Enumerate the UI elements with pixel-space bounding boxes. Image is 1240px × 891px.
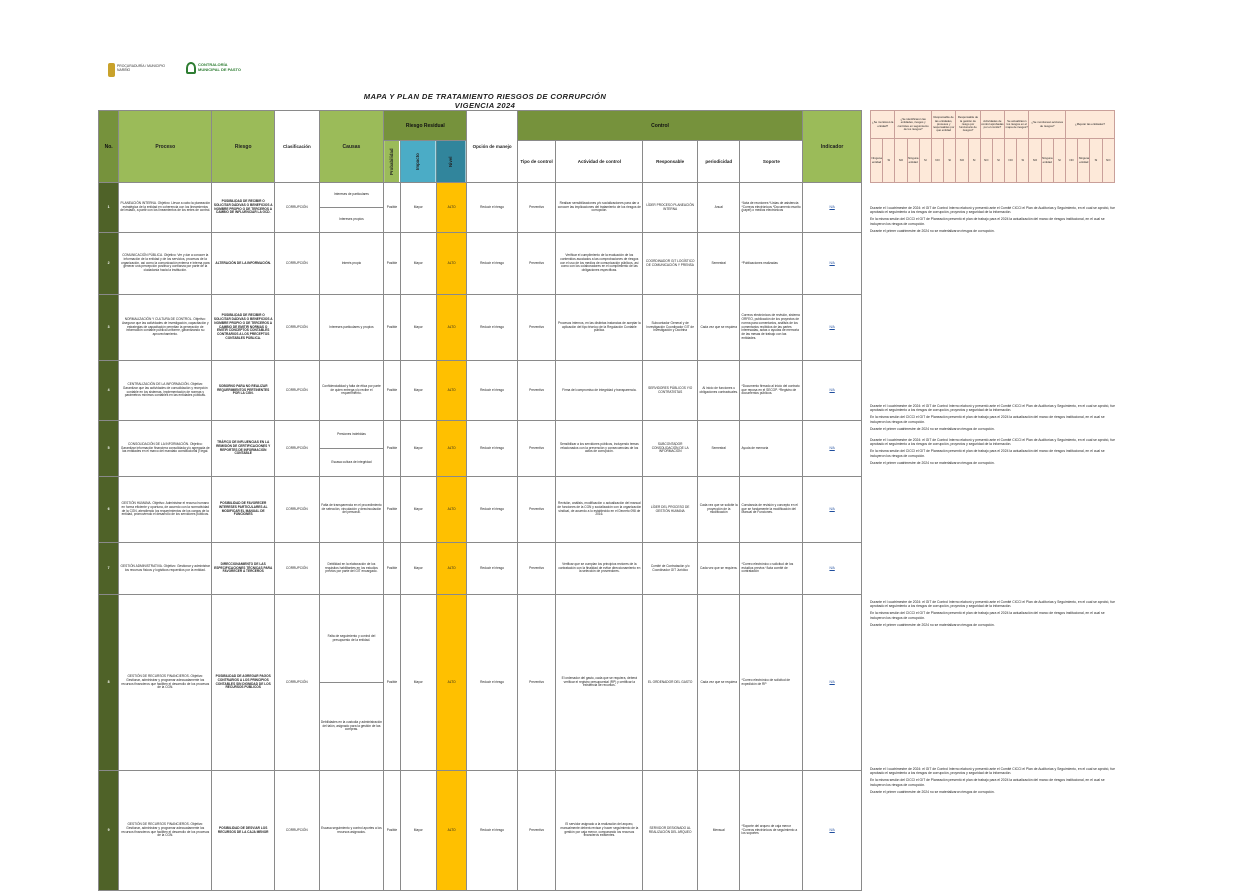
- risk-cell: POSIBILIDAD DE DESVIAR LOS RECURSOS DE LA CAJA MENOR: [212, 771, 275, 891]
- header-control: Control: [517, 111, 802, 141]
- monitor-sub-header: NO: [895, 139, 907, 183]
- government-emblem-icon: [108, 63, 115, 77]
- risk-cell: POSIBILIDAD DE RECIBIR O SOLICITAR DÁDIVAS O BENEFICIOS A NOMBRE PROPIO O DE TERCEROS A CAMBIO DE INFLUENCIAR LA GCD.: [212, 183, 275, 233]
- impact-cell: Mayor: [400, 361, 436, 421]
- risk-cell: POSIBILIDAD DE FAVORECER INTERESES PARTICULARES AL MODIFICAR EL MANUAL DE FUNCIONES: [212, 477, 275, 543]
- periodicity-cell: Cada vez que se solicite la proyección de la modificación: [697, 477, 740, 543]
- row-number: 9: [99, 771, 119, 891]
- table-row: [99, 183, 862, 208]
- header-responsable: Responsable: [643, 141, 698, 183]
- indicator-link[interactable]: N/A: [803, 595, 862, 771]
- monitoring-note-text: el GIT de Control Interno elaboró y presentó ante el Comité CICCI el Plan de Auditorías y Seguimiento, en el cual se aprobó, fue aprobado el seguimiento a los riesgos de corrupción, proyectos y seguridad de la información.: [870, 600, 1115, 609]
- support-cell: Correos electrónicos de revisión, sistema ORFEO, publicación de los proyectos de norma para comentarios, análisis de los comentarios recibidos de las partes interesadas, actas o ayudas de memoria de las mesas de trabajo con las entidades.: [740, 295, 803, 361]
- monitoring-note: [870, 427, 1115, 431]
- risk-cell: TRÁFICO DE INFLUENCIAS EN LA REMISIÓN DE CERTIFICACIONES Y REPORTES DE INFORMACIÓN CONTABLE: [212, 421, 275, 477]
- monitor-q1: ¿Se monitoreó la entidad?: [871, 111, 895, 139]
- row-number: 5: [99, 421, 119, 477]
- monitor-sub-header: NO: [980, 139, 992, 183]
- monitoring-note: [870, 415, 1115, 424]
- impact-cell: Mayor: [400, 771, 436, 891]
- probability-cell: Posible: [384, 233, 400, 295]
- table-row: [99, 233, 862, 295]
- risk-cell: POSIBILIDAD DE RECIBIR O SOLICITAR DÁDIVAS O BENEFICIOS A NOMBRE PROPIO O DE TERCEROS A CAMBIO DE EMITIR NORMAS O EMITIR CONCEPTOS CONTABLES CONTRARIOS A LOS PRECEPTOS CONTABLES PÚBLICA.: [212, 295, 275, 361]
- responsible-cell: SERVIDOR DESIGNADO AL REALIZACIÓN DEL ARQUEO: [643, 771, 698, 891]
- responsible-cell: LÍDER DEL PROCESO DE GESTIÓN HUMANA: [643, 477, 698, 543]
- monitor-sub-header: Ninguna entidad: [871, 139, 883, 183]
- support-cell: *Acta de reuniones *Listas de asistencia *Correos electrónicos *Documento escrito (papel) o medios electrónicos: [740, 183, 803, 233]
- monitoring-note: [870, 790, 1115, 794]
- monitoring-note: [870, 217, 1115, 226]
- impact-cell: Mayor: [400, 421, 436, 477]
- management-option-cell: Reducir el riesgo: [467, 183, 518, 233]
- level-cell: ALTO: [436, 421, 466, 477]
- government-logo-text: PROCURADURÍA / MUNICIPIO: [117, 64, 166, 68]
- classification-cell: CORRUPCIÓN: [275, 295, 320, 361]
- process-cell: GESTIÓN DE RECURSOS FINANCIEROS. Objetivo: Gestionar, administrar y programar adecuadamente los recursos financieros que faciliten el desarrollo de los procesos de la CGN.: [119, 771, 212, 891]
- indicator-link[interactable]: N/A: [803, 421, 862, 477]
- probability-cell: Posible: [384, 595, 400, 771]
- cause-cell: Debilidad en la elaboración de los requisitos habilitantes en los estudios previos por parte del GIT encargado.: [319, 543, 384, 595]
- monitoring-notes-row4: [870, 404, 1115, 434]
- support-cell: *Documento firmado al inicio del contrato que reposa en el SECOP. *Registro de documentos públicos.: [740, 361, 803, 421]
- monitor-sub-header: NO: [1066, 139, 1078, 183]
- impact-cell: Mayor: [400, 543, 436, 595]
- title-line-1: MAPA Y PLAN DE TRATAMIENTO RIESGOS DE CORRUPCIÓN: [363, 92, 607, 101]
- impact-cell: Mayor: [400, 477, 436, 543]
- probability-cell: Posible: [384, 543, 400, 595]
- periodicity-cell: Cada vez que se requiera: [697, 295, 740, 361]
- monitor-sub-header: SI: [1090, 139, 1102, 183]
- monitor-sub-header: SI: [968, 139, 980, 183]
- cause-cell: Intereses particulares y propios: [319, 295, 384, 361]
- probability-cell: Posible: [384, 771, 400, 891]
- monitoring-note-text: Durante el primer cuatrimestre de 2024 no se materializaron riesgos de corrupción.: [870, 460, 995, 465]
- monitor-sub-header: SI: [1017, 139, 1029, 183]
- monitoring-note-text: En la misma sesión del CICCI el GIT de Planeación presentó el plan de trabajo para el 2024 la actualización del marco de riesgos institucional, en el cual se incluyeron los riesgos de corrupción.: [870, 217, 1105, 226]
- government-logo: [108, 62, 166, 80]
- process-cell: GESTIÓN ADMINISTRATIVA. Objetivo: Gestionar y administrar los recursos físicos y logísticos requeridos por la entidad.: [119, 543, 212, 595]
- monitor-q8: ¿Mejorar las entidades?: [1066, 111, 1115, 139]
- monitoring-note: [870, 600, 1115, 609]
- classification-cell: CORRUPCIÓN: [275, 183, 320, 233]
- row-number: 8: [99, 595, 119, 771]
- monitoring-note-text: Durante el primer cuatrimestre de 2024 no se materializaron riesgos de corrupción.: [870, 622, 995, 627]
- monitoring-note-text: En la misma sesión del CICCI el GIT de Planeación presentó el plan de trabajo para el 2024 la actualización del marco de riesgos institucional, en el cual se incluyeron los riesgos de corrupción.: [870, 611, 1105, 620]
- responsible-cell: LÍDER PROCESO PLANEACIÓN INTERNA: [643, 183, 698, 233]
- responsible-cell: EL ORDENADOR DEL GASTO: [643, 595, 698, 771]
- monitoring-table: [870, 110, 1115, 183]
- monitor-sub-header: NO: [1029, 139, 1041, 183]
- monitoring-notes-row1: [870, 206, 1115, 236]
- classification-cell: CORRUPCIÓN: [275, 233, 320, 295]
- monitor-sub-header: NO: [1005, 139, 1017, 183]
- periodicity-cell: Mensual: [697, 771, 740, 891]
- cause-cell: Interés propio: [319, 233, 384, 295]
- table-row: [99, 771, 862, 891]
- header-proceso: Proceso: [119, 111, 212, 183]
- level-cell: ALTO: [436, 233, 466, 295]
- monitor-sub-header: SI: [883, 139, 895, 183]
- indicator-link[interactable]: N/A: [803, 361, 862, 421]
- indicator-link[interactable]: N/A: [803, 771, 862, 891]
- header-no: No.: [99, 111, 119, 183]
- header-clasificacion: Clasificación: [275, 111, 320, 183]
- control-type-cell: Preventivo: [517, 233, 555, 295]
- impact-cell: Mayor: [400, 595, 436, 771]
- monitoring-notes-row5: [870, 438, 1115, 468]
- row-number: 6: [99, 477, 119, 543]
- support-cell: *Publicaciones realizadas: [740, 233, 803, 295]
- management-option-cell: Reducir el riesgo: [467, 361, 518, 421]
- monitor-sub-header: SI: [992, 139, 1004, 183]
- header-actividad: Actividad de control: [556, 141, 643, 183]
- control-type-cell: Preventivo: [517, 361, 555, 421]
- contraloria-logo-subtext: MUNICIPAL DE PASTO: [198, 66, 242, 72]
- control-activity-cell: Realizar sensibilizaciones y/o socializaciones para dar a conocer las implicaciones del tratamiento de los riesgos de corrupción.: [556, 183, 643, 233]
- monitor-sub-header: Ninguna entidad: [1041, 139, 1053, 183]
- control-type-cell: Preventivo: [517, 595, 555, 771]
- periodicity-cell: Semestral: [697, 233, 740, 295]
- level-cell: ALTO: [436, 361, 466, 421]
- header-periodicidad: periodicidad: [697, 141, 740, 183]
- management-option-cell: Reducir el riesgo: [467, 233, 518, 295]
- risk-cell: DIRECCIONAMIENTO DE LAS ESPECIFICACIONES TÉCNICAS PARA FAVORECER A TERCEROS: [212, 543, 275, 595]
- risk-cell: SOBORNO PARA NO REALIZAR REQUERIMIENTOS PERTINENTES POR LA CGN.: [212, 361, 275, 421]
- header-opcion: Opción de manejo: [467, 111, 518, 183]
- cause-cell: Debilidades en la custodia y administración del talón, asignado para la gestión de las compras.: [319, 683, 384, 771]
- monitor-q2: ¿Se identificaron las entidades, riesgos y controles en seguimiento de los riesgos?: [895, 111, 932, 139]
- government-logo-subtext: NARIÑO: [117, 68, 131, 72]
- monitoring-note-label: Durante el I cuatrimestre de 2024:: [870, 438, 922, 442]
- monitoring-note: [870, 778, 1115, 787]
- management-option-cell: Reducir el riesgo: [467, 421, 518, 477]
- periodicity-cell: Cada vez que se requiera.: [697, 543, 740, 595]
- monitoring-note-text: el GIT de Control Interno elaboró y presentó ante el Comité CICCI el Plan de Auditorías y Seguimiento, en el cual se aprobó, fue aprobado el seguimiento a los riesgos de corrupción, proyectos y seguridad de la información.: [870, 767, 1115, 776]
- header-tipo: Tipo de control: [517, 141, 555, 183]
- monitoring-note-label: Durante el I cuatrimestre de 2024:: [870, 404, 922, 408]
- control-type-cell: Preventivo: [517, 183, 555, 233]
- row-number: 1: [99, 183, 119, 233]
- table-row: [99, 361, 862, 421]
- responsible-cell: SUBCONTADOR CONSOLIDACIÓN DE LA INFORMACIÓN: [643, 421, 698, 477]
- header-probabilidad: Probabilidad: [384, 141, 400, 183]
- monitoring-note: [870, 767, 1115, 776]
- monitor-q7: ¿Se monitorean acciones de riesgos?: [1029, 111, 1066, 139]
- cause-cell: Escasa cultura de integridad: [319, 449, 384, 477]
- monitoring-note: [870, 438, 1115, 447]
- header-soporte: Soporte: [740, 141, 803, 183]
- monitoring-note-label: Durante el I cuatrimestre de 2024:: [870, 767, 922, 771]
- monitor-sub-header: NO: [1102, 139, 1114, 183]
- control-activity-cell: Verificar que se cumplan los principios rectores de la contratación con la finalidad de evitar direccionamiento en la selección de proveedores.: [556, 543, 643, 595]
- header-causas: Causas: [319, 111, 384, 183]
- control-type-cell: Preventivo: [517, 477, 555, 543]
- process-cell: CENTRALIZACIÓN DE LA INFORMACIÓN. Objetivo: Garantizar que las actividades de consolidación y recepción contable en los sistemas, implementación de normas y parámetros mínimos contables en las entidades públicas.: [119, 361, 212, 421]
- monitoring-note-text: Durante el primer cuatrimestre de 2024 no se materializaron riesgos de corrupción.: [870, 789, 995, 794]
- cause-cell: Intereses propios: [319, 208, 384, 233]
- monitoring-notes-row8: [870, 600, 1115, 630]
- row-number: 3: [99, 295, 119, 361]
- process-cell: COMUNICACIÓN PÚBLICA. Objetivo: Ver y dar a conocer la información de la entidad y de los servicios, procesos de la organización, así como la comunicación externa e interna para generar una percepción positiva y confianza por parte de la ciudadanía hacia la institución.: [119, 233, 212, 295]
- periodicity-cell: Cada vez que se requiera: [697, 595, 740, 771]
- indicator-link[interactable]: N/A: [803, 183, 862, 233]
- monitoring-note-text: En la misma sesión del CICCI el GIT de Planeación presentó el plan de trabajo para el 2024 la actualización del marco de riesgos institucional, en el cual se incluyeron los riesgos de corrupción.: [870, 778, 1105, 787]
- monitoring-note: [870, 611, 1115, 620]
- level-cell: ALTO: [436, 543, 466, 595]
- monitoring-note-text: En la misma sesión del CICCI el GIT de Planeación presentó el plan de trabajo para el 2024 la actualización del marco de riesgos institucional, en el cual se incluyeron los riesgos de corrupción.: [870, 415, 1105, 424]
- classification-cell: CORRUPCIÓN: [275, 595, 320, 771]
- management-option-cell: Reducir el riesgo: [467, 477, 518, 543]
- table-row: [99, 477, 862, 543]
- probability-cell: Posible: [384, 183, 400, 233]
- monitoring-note-label: Durante el I cuatrimestre de 2024:: [870, 206, 922, 210]
- responsible-cell: SERVIDORES PÚBLICOS Y/O CONTRATISTAS: [643, 361, 698, 421]
- monitoring-note-label: Durante el I cuatrimestre de 2024:: [870, 600, 922, 604]
- support-cell: Ayuda de memoria: [740, 421, 803, 477]
- classification-cell: CORRUPCIÓN: [275, 477, 320, 543]
- header-riesgo: Riesgo: [212, 111, 275, 183]
- monitor-sub-header: SI: [1053, 139, 1065, 183]
- control-activity-cell: Firma del compromiso de integridad y transparencia.: [556, 361, 643, 421]
- monitoring-note: [870, 229, 1115, 233]
- monitoring-note: [870, 461, 1115, 465]
- title-line-2: VIGENCIA 2024: [454, 101, 516, 110]
- management-option-cell: Reducir el riesgo: [467, 543, 518, 595]
- risk-cell: ALTERACIÓN DE LA INFORMACIÓN.: [212, 233, 275, 295]
- process-cell: PLANEACIÓN INTERNA. Objetivo: Llevar a cabo la planeación estratégica de la entidad en coherencia con los lineamientos del estado, a partir con los lineamientos de los entes de control.: [119, 183, 212, 233]
- indicator-link[interactable]: N/A: [803, 295, 862, 361]
- probability-cell: Posible: [384, 361, 400, 421]
- responsible-cell: Comité de Contratación y/o Coordinador GIT Jurídico: [643, 543, 698, 595]
- header-nivel: Nivel: [436, 141, 466, 183]
- level-cell: ALTO: [436, 595, 466, 771]
- responsible-cell: Subcontador General y de Investigación Coordinador GIT de Investigación y Doctrina: [643, 295, 698, 361]
- indicator-link[interactable]: N/A: [803, 543, 862, 595]
- document-title: [300, 92, 670, 110]
- control-type-cell: Preventivo: [517, 421, 555, 477]
- header-logos: [108, 62, 242, 84]
- monitoring-note: [870, 623, 1115, 627]
- control-activity-cell: Revisión, análisis, modificación o actualización del manual de funciones de la CGN y socialización con la organización sindical, de acuerdo a lo establecido en el Decreto 098 de 2016.: [556, 477, 643, 543]
- monitoring-notes-row9: [870, 767, 1115, 797]
- process-cell: GESTIÓN HUMANA. Objetivo: Administrar el recurso humano en forma eficiente y oportuna, de acuerdo con la normatividad de la CGN, atendiendo los requerimientos de los cargos de la entidad, promoviendo el desarrollo de los servidores públicos.: [119, 477, 212, 543]
- monitoring-note: [870, 404, 1115, 413]
- management-option-cell: Reducir el riesgo: [467, 295, 518, 361]
- monitoring-note-text: el GIT de Control Interno elaboró y presentó ante el Comité CICCI el Plan de Auditorías y Seguimiento, en el cual se aprobó, fue aprobado el seguimiento a los riesgos de corrupción, proyectos y seguridad de la información.: [870, 438, 1115, 447]
- monitoring-note-text: Durante el primer cuatrimestre de 2024 no se materializaron riesgos de corrupción.: [870, 228, 995, 233]
- probability-cell: Posible: [384, 477, 400, 543]
- monitor-q3: Responsable de las entidades, procesos y responsables por qué entidad: [931, 111, 955, 139]
- management-option-cell: Reducir el riesgo: [467, 595, 518, 771]
- table-row: [99, 421, 862, 449]
- cause-cell: Falta de transparencia en el procedimiento de selección, vinculación y desvinculación del personal.: [319, 477, 384, 543]
- classification-cell: CORRUPCIÓN: [275, 543, 320, 595]
- header-indicador: Indicador: [803, 111, 862, 183]
- control-type-cell: Preventivo: [517, 295, 555, 361]
- cause-cell: Confidencialidad y falta de ética por parte de quien entrega y/o recibe el requerimiento.: [319, 361, 384, 421]
- header-riesgo-residual: Riesgo Residual: [384, 111, 467, 141]
- table-row: [99, 595, 862, 683]
- monitor-q4: Responsable de la gestión de riesgo por funcionario de riesgos?: [956, 111, 980, 139]
- classification-cell: CORRUPCIÓN: [275, 771, 320, 891]
- impact-cell: Mayor: [400, 233, 436, 295]
- cause-cell: Escasa seguimiento y control aportes a los recursos asignados.: [319, 771, 384, 891]
- process-cell: CONSOLIDACIÓN DE LA INFORMACIÓN. Objetivo: Garantizar información financiera consolidada y/o agregada de las entidades en el marco del mandato constitucional y legal.: [119, 421, 212, 477]
- process-cell: GESTIÓN DE RECURSOS FINANCIEROS. Objetivo: Gestionar, administrar y programar adecuadamente los recursos financieros que faciliten el desarrollo de los procesos de la CGN.: [119, 595, 212, 771]
- monitor-sub-header: NO: [931, 139, 943, 183]
- row-number: 2: [99, 233, 119, 295]
- control-type-cell: Preventivo: [517, 771, 555, 891]
- header-impacto: Impacto: [400, 141, 436, 183]
- indicator-link[interactable]: N/A: [803, 233, 862, 295]
- level-cell: ALTO: [436, 771, 466, 891]
- support-cell: *Correo electrónico o solicitud de los estudios previos *Acta comité de contratación: [740, 543, 803, 595]
- row-number: 4: [99, 361, 119, 421]
- contraloria-logo: [186, 62, 246, 84]
- table-row: [99, 295, 862, 361]
- classification-cell: CORRUPCIÓN: [275, 361, 320, 421]
- cause-cell: Presiones indebidas: [319, 421, 384, 449]
- level-cell: ALTO: [436, 295, 466, 361]
- monitor-q6: Se actualizaron los riesgos en el mapa de riesgos?: [1005, 111, 1029, 139]
- control-activity-cell: El servidor asignado a la realización del arqueo, manualmente deberá revisar y hacer seguimiento de la gestión por caja menor, comparando los recursos financieros existentes.: [556, 771, 643, 891]
- contraloria-logo-text: CONTRALORÍA: [198, 62, 228, 67]
- monitoring-note-text: En la misma sesión del CICCI el GIT de Planeación presentó el plan de trabajo para el 2024 la actualización del marco de riesgos institucional, en el cual se incluyeron los riesgos de corrupción.: [870, 449, 1105, 458]
- monitoring-note-text: el GIT de Control Interno elaboró y presentó ante el Comité CICCI el Plan de Auditorías y Seguimiento, en el cual se aprobó, fue aprobado el seguimiento a los riesgos de corrupción, proyectos y seguridad de la información.: [870, 206, 1115, 215]
- risk-map-table: [98, 110, 862, 891]
- monitoring-note: [870, 206, 1115, 215]
- cause-cell: Falta de seguimiento y control del presupuesto de la entidad.: [319, 595, 384, 683]
- impact-cell: Mayor: [400, 295, 436, 361]
- probability-cell: Posible: [384, 295, 400, 361]
- management-option-cell: Reducir el riesgo: [467, 771, 518, 891]
- support-cell: *Soporte del arqueo de caja menor *Correos electrónicos de seguimiento a los soportes: [740, 771, 803, 891]
- monitoring-panel: [870, 110, 1115, 183]
- control-type-cell: Preventivo: [517, 543, 555, 595]
- monitor-sub-header: NO: [956, 139, 968, 183]
- control-activity-cell: Sensibilizar a los servidores públicos, incluyendo temas relacionados con la prevención y consecuencias de los actos de corrupción.: [556, 421, 643, 477]
- control-activity-cell: Verificar el cumplimiento de la evaluación de los contenidos asociados a las comprobaciones de riesgos con el uso de los medios de comunicación públicos, así como con los colaboradores en el cumplimiento de las obligaciones específicas.: [556, 233, 643, 295]
- periodicity-cell: Al inicio de funciones u obligaciones contractuales.: [697, 361, 740, 421]
- cause-cell: Intereses de particulares: [319, 183, 384, 208]
- indicator-link[interactable]: N/A: [803, 477, 862, 543]
- monitor-sub-header: Ninguna entidad: [907, 139, 919, 183]
- support-cell: Constancia de revisión y concepto en el que se fundamente la modificación del Manual de Funciones.: [740, 477, 803, 543]
- contraloria-emblem-icon: [186, 62, 196, 74]
- periodicity-cell: Anual: [697, 183, 740, 233]
- monitor-sub-header: SI: [919, 139, 931, 183]
- table-row: [99, 543, 862, 595]
- monitoring-note: [870, 449, 1115, 458]
- monitor-sub-header: SI: [944, 139, 956, 183]
- support-cell: *Correo electrónico de solicitud de expedición de RP: [740, 595, 803, 771]
- periodicity-cell: Semestral: [697, 421, 740, 477]
- impact-cell: Mayor: [400, 183, 436, 233]
- row-number: 7: [99, 543, 119, 595]
- monitor-sub-header: Ninguna entidad: [1078, 139, 1090, 183]
- probability-cell: Posible: [384, 421, 400, 477]
- control-activity-cell: Procesos internos, en las distintas instancias de aceptar la aplicación del tipo técnico de la Regulación Contable pública.: [556, 295, 643, 361]
- monitor-q5: Actividades de control aprobadas por el comité?: [980, 111, 1004, 139]
- risk-cell: POSIBILIDAD DE AGREGAR PAGOS CONTRARIOS A LOS PRINCIPIOS CONTABLES SIN DIGNIDAD DE LOS RECURSOS PÚBLICOS: [212, 595, 275, 771]
- monitoring-note-text: el GIT de Control Interno elaboró y presentó ante el Comité CICCI el Plan de Auditorías y Seguimiento, en el cual se aprobó, fue aprobado el seguimiento a los riesgos de corrupción, proyectos y seguridad de la información.: [870, 404, 1115, 413]
- classification-cell: CORRUPCIÓN: [275, 421, 320, 477]
- process-cell: NORMALIZACIÓN Y CULTURA DE CONTROL. Objetivo: Asegurar que las actividades de investigación, capacitación y estrategias de capacitación permitan la generación de información contable pública uniforme, garantizando su aprovechamiento.: [119, 295, 212, 361]
- level-cell: ALTO: [436, 183, 466, 233]
- level-cell: ALTO: [436, 477, 466, 543]
- control-activity-cell: El ordenador del gasto, cada que se requiera, deberá verificar el registro presupuestal (RP) y certificar la existencia de recursos.: [556, 595, 643, 771]
- monitoring-note-text: Durante el primer cuatrimestre de 2024 no se materializaron riesgos de corrupción.: [870, 426, 995, 431]
- responsible-cell: COORDINADOR GIT LOGÍSTICO DE COMUNICACIÓN Y PRENSA: [643, 233, 698, 295]
